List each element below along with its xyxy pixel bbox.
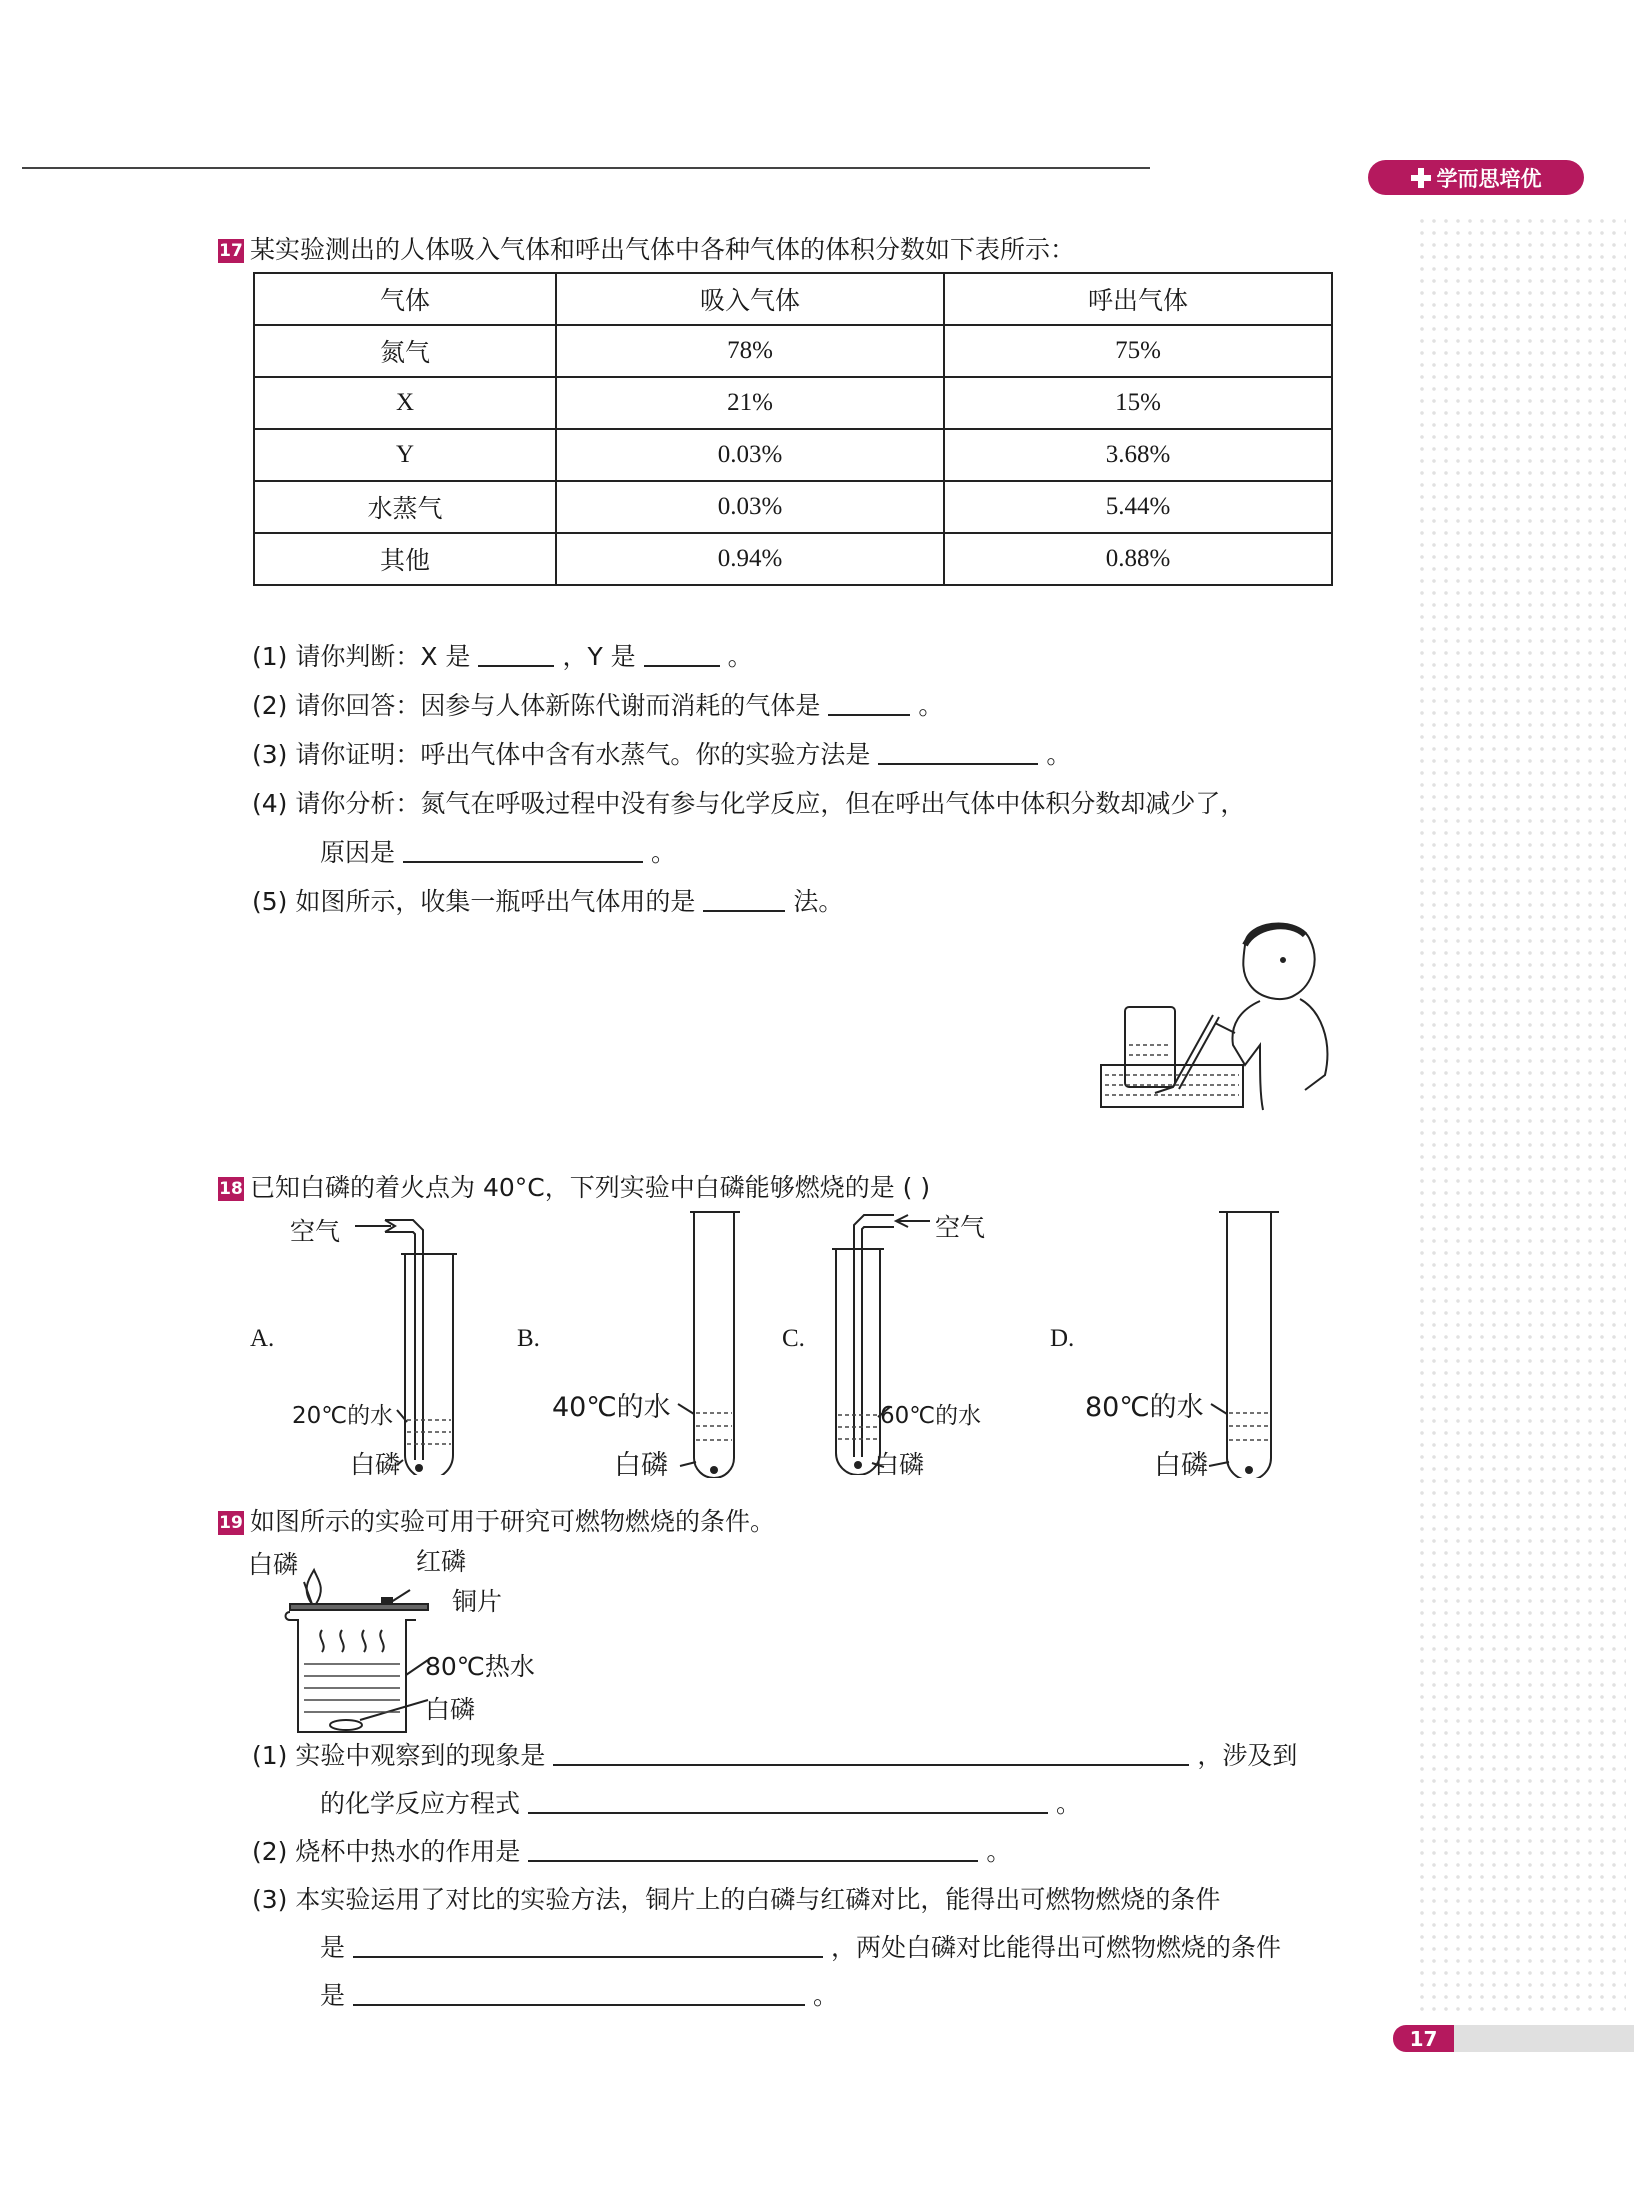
cell-gas: Y [254,429,556,481]
q17-sub3 [252,735,1071,771]
option-d-apparatus [1205,1208,1295,1478]
table-row [254,325,1332,377]
q19-sub3-text: ，两处白磷对比能得出可燃物燃烧的条件 [831,1933,1282,1962]
option-d-water-label: 80℃的水 [1085,1392,1204,1423]
fig19-white-phosphorus-bottom: 白磷 [425,1695,476,1724]
option-c-water-label: 60℃的水 [880,1403,982,1429]
q17-sub2-text: 。 [918,691,944,720]
cell-exhaled: 0.88% [944,533,1332,585]
option-a-water-label: 20℃的水 [292,1403,394,1429]
q17-number: 17 [219,241,243,261]
breath-collection-figure [1095,915,1340,1115]
q19-sub3-cont2 [320,1976,838,2012]
gas-table [253,272,1333,586]
brand-name: 学而思培优 [1436,166,1542,191]
fig19-white-phosphorus-top: 白磷 [248,1550,299,1579]
q17-sub5 [252,882,843,918]
option-a-air-label: 空气 [290,1217,341,1246]
q19-sub2-text: 。 [986,1837,1012,1866]
q17-sub4 [252,784,1245,820]
q17-sub4-text: 。 [651,838,677,867]
cell-inhaled: 21% [556,377,944,429]
option-c-phosphorus-label: 白磷 [874,1450,925,1479]
q17-sub1 [252,637,753,673]
answer-blank[interactable] [644,643,720,667]
cell-gas: 其他 [254,533,556,585]
q19-sub3-cont [320,1928,1281,1964]
q19-sub3-text: 。 [813,1981,839,2010]
q17-sub5-text: 法。 [793,887,844,916]
fig19-hot-water: 80℃热水 [425,1652,535,1681]
option-a-phosphorus-label: 白磷 [350,1450,401,1479]
cell-exhaled: 3.68% [944,429,1332,481]
cell-gas: X [254,377,556,429]
option-b-water-label: 40℃的水 [552,1392,671,1423]
option-d-phosphorus-label: 白磷 [1154,1450,1208,1481]
option-c-apparatus [812,1205,932,1475]
q19-sub2 [252,1832,1011,1868]
q17-stem [218,230,1075,266]
q19-sub1-text: 。 [1056,1789,1082,1818]
table-header-row [254,273,1332,325]
table-row [254,533,1332,585]
q17-sub2 [252,686,943,722]
answer-blank[interactable] [528,1838,978,1862]
answer-blank[interactable] [403,839,643,863]
cell-exhaled: 15% [944,377,1332,429]
q19-number: 19 [219,1513,243,1533]
q19-stem-text: 如图所示的实验可用于研究可燃物燃烧的条件。 [250,1507,776,1536]
q17-sub2-text: (2) 请你回答：因参与人体新陈代谢而消耗的气体是 [252,691,821,720]
fig19-red-phosphorus: 红磷 [416,1547,467,1576]
header-rule [22,167,1150,169]
q17-sub3-text: 。 [1046,740,1072,769]
q18-stem [218,1168,930,1204]
q17-sub1-text: (1) 请你判断：X 是 [252,642,471,671]
dot-pattern [1416,215,1626,2015]
cell-inhaled: 0.94% [556,533,944,585]
plus-logo-icon [1411,168,1431,188]
th-exhaled: 呼出气体 [944,273,1332,325]
cell-exhaled: 75% [944,325,1332,377]
answer-blank[interactable] [878,741,1038,765]
brand-badge [1368,160,1584,195]
option-c-letter: C. [782,1325,805,1352]
cell-inhaled: 0.03% [556,429,944,481]
answer-blank[interactable] [353,1934,823,1958]
q19-sub3-text: 是 [320,1933,346,1962]
q19-sub2-text: (2) 烧杯中热水的作用是 [252,1837,521,1866]
option-d-letter: D. [1050,1325,1075,1352]
q19-sub3-text: (3) 本实验运用了对比的实验方法，铜片上的白磷与红磷对比，能得出可燃物燃烧的条件 [252,1885,1221,1914]
answer-blank[interactable] [553,1742,1189,1766]
q17-sub5-text: (5) 如图所示，收集一瓶呼出气体用的是 [252,887,696,916]
answer-blank[interactable] [703,888,785,912]
option-a-letter: A. [250,1325,275,1352]
cell-inhaled: 78% [556,325,944,377]
table-row [254,481,1332,533]
q17-stem-text: 某实验测出的人体吸入气体和呼出气体中各种气体的体积分数如下表所示： [250,235,1076,264]
page-bar [1454,2025,1634,2052]
q17-sub3-text: (3) 请你证明：呼出气体中含有水蒸气。你的实验方法是 [252,740,871,769]
option-b-apparatus [670,1208,760,1478]
q17-sub4-cont [320,833,676,869]
fig19-copper: 铜片 [452,1587,503,1616]
option-b-letter: B. [517,1325,540,1352]
q19-sub1 [252,1736,1297,1772]
q19-sub1-text: 的化学反应方程式 [320,1789,521,1818]
answer-blank[interactable] [478,643,554,667]
cell-gas: 水蒸气 [254,481,556,533]
option-c-air-label: 空气 [935,1213,986,1242]
table-row [254,377,1332,429]
cell-exhaled: 5.44% [944,481,1332,533]
q19-sub1-cont [320,1784,1081,1820]
q19-sub3-text: 是 [320,1981,346,2010]
option-a-apparatus [355,1210,465,1475]
option-b-phosphorus-label: 白磷 [614,1450,668,1481]
cell-gas: 氮气 [254,325,556,377]
q19-sub1-text: ，涉及到 [1197,1741,1298,1770]
cell-inhaled: 0.03% [556,481,944,533]
table-row [254,429,1332,481]
q17-sub1-text: ，Y 是 [562,642,636,671]
page-number: 17 [1393,2025,1454,2052]
answer-blank[interactable] [828,692,910,716]
answer-blank[interactable] [353,1982,805,2006]
th-gas: 气体 [254,273,556,325]
q19-stem [218,1502,775,1538]
q18-number: 18 [219,1179,243,1199]
q18-stem-text: 已知白磷的着火点为 40°C，下列实验中白磷能够燃烧的是 ( ) [250,1173,931,1202]
q17-sub4-text: 原因是 [320,838,396,867]
q19-sub3 [252,1880,1220,1916]
q17-sub1-text: 。 [727,642,753,671]
th-inhaled: 吸入气体 [556,273,944,325]
q19-sub1-text: (1) 实验中观察到的现象是 [252,1741,546,1770]
combustion-beaker-figure [250,1560,430,1740]
answer-blank[interactable] [528,1790,1048,1814]
q17-sub4-text: (4) 请你分析：氮气在呼吸过程中没有参与化学反应，但在呼出气体中体积分数却减少了， [252,789,1246,818]
